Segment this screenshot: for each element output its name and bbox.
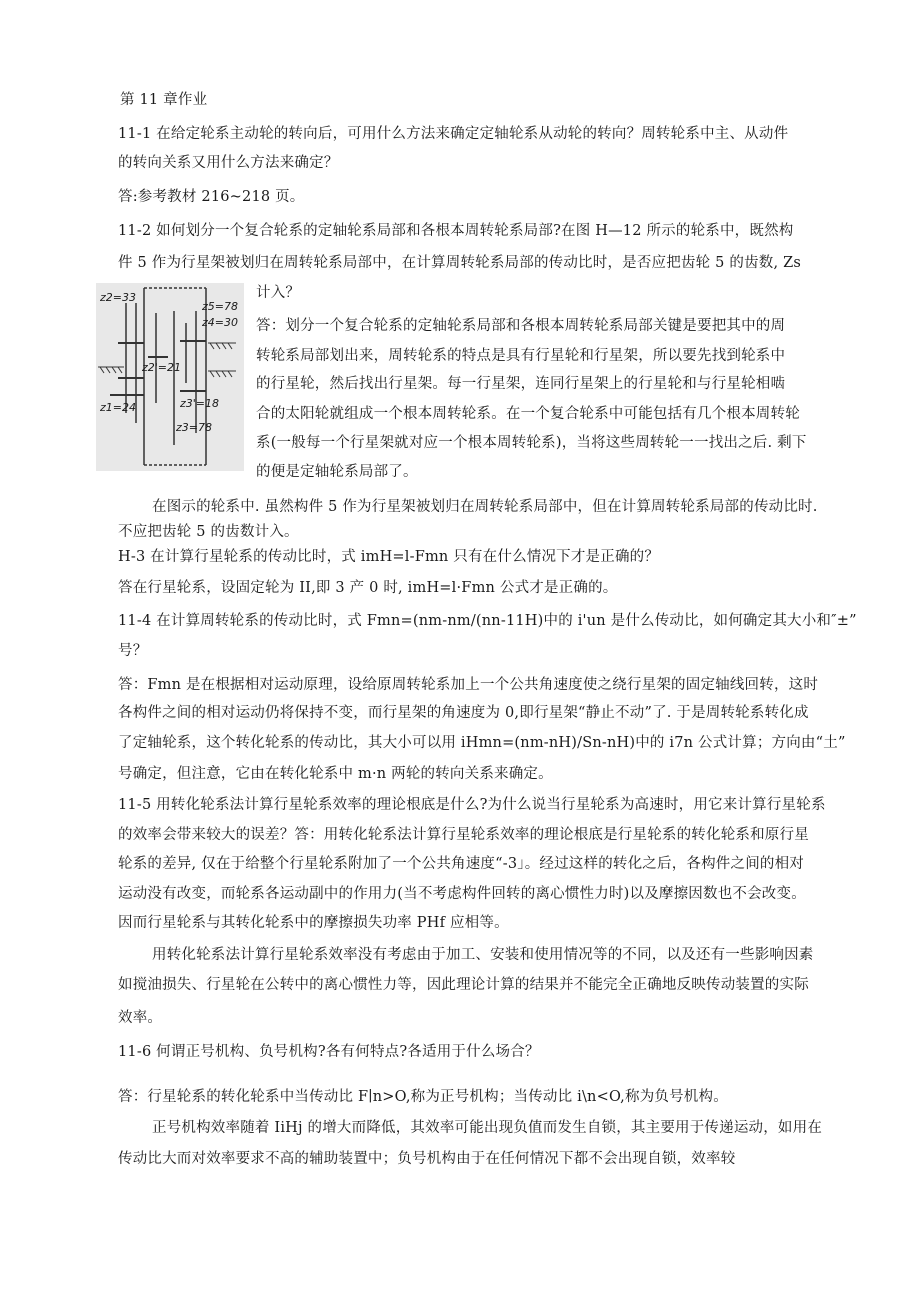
- question-11-1-line2: 的转向关系又用什么方法来确定？: [118, 155, 339, 171]
- answer-11-5-line3: 因而行星轮系与其转化轮系中的摩擦损失功率 PHf 应相等。: [118, 915, 509, 931]
- label-z2: z2=33: [100, 291, 136, 304]
- answer-11-3: 答在行星轮系，设固定轮为 II,即 3 产 0 时, imH=l·Fmn 公式才是正确的。: [118, 580, 618, 596]
- answer-11-4-line4: 号确定，但注意，它由在转化轮系中 m·n 两轮的转向关系来确定。: [118, 766, 553, 782]
- chapter-title: 第 11 章作业: [120, 92, 208, 108]
- answer-11-5-line4: 用转化轮系法计算行星轮系效率没有考虑由于加工、安装和使用情况等的不同，以及还有一些影响因素: [152, 947, 814, 963]
- question-11-3: H-3 在计算行星轮系的传动比时，式 imH=l-Fmn 只有在什么情况下才是正确的？: [118, 549, 660, 565]
- answer-11-2-line1: 答：划分一个复合轮系的定轴轮系局部和各根本周转轮系局部关键是要把其中的周: [256, 318, 786, 334]
- question-11-6: 11-6 何谓正号机构、负号机构?各有何特点?各适用于什么场合？: [118, 1044, 540, 1060]
- answer-11-2-line4: 合的太阳轮就组成一个根本周转轮系。在一个复合轮系中可能包括有几个根本周转轮: [256, 406, 800, 422]
- answer-11-5-line5: 如搅油损失、行星轮在公转中的离心惯性力等，因此理论计算的结果并不能完全正确地反映传动装置的实际: [118, 977, 809, 993]
- label-z1: z1=24: [100, 401, 136, 414]
- answer-11-4-line3: 了定轴轮系，这个转化轮系的传动比，其大小可以用 iHmn=(nm-nH)/Sn-nH)中的 i7n 公式计算；方向由“土”: [118, 735, 846, 751]
- answer-11-2-line3: 的行星轮，然后找出行星架。每一行星架，连同行星架上的行星轮和与行星轮相啮: [256, 376, 786, 392]
- label-z3: z3=78: [176, 421, 212, 434]
- question-11-4-line1: 11-4 在计算周转轮系的传动比时，式 Fmn=(nm-nm/(nn-11H)中的 i'un 是什么传动比，如何确定其大小和″±”: [118, 613, 857, 629]
- answer-11-5-line6: 效率。: [118, 1010, 163, 1026]
- answer-11-5-line2: 运动没有改变，而轮系各运动副中的作用力(当不考虑构件回转的离心惯性力时)以及摩擦因数也不会改变。: [118, 886, 806, 902]
- gear-train-figure: [96, 283, 244, 471]
- question-11-4-line2: 号？: [118, 643, 148, 659]
- answer-11-2-line5: 系(一般每一个行星架就对应一个根本周转轮系)，当将这些周转轮一一找出之后. 剩下: [256, 435, 807, 451]
- answer-11-4-line2: 各构件之间的相对运动仍将保持不变，而行星架的角速度为 0,即行星架“静止不动”了. 于是周转轮系转化成: [118, 705, 809, 721]
- question-11-5-line1: 11-5 用转化轮系法计算行星轮系效率的理论根底是什么?为什么说当行星轮系为高速时，用它来计算行星轮系: [118, 797, 826, 813]
- label-z5: z5=78: [202, 300, 238, 313]
- paragraph-11-2-note-line2: 不应把齿轮 5 的齿数计入。: [118, 524, 299, 540]
- answer-11-2-line6: 的便是定轴轮系局部了。: [256, 464, 418, 480]
- question-11-1-line1: 11-1 在给定轮系主动轮的转向后，可用什么方法来确定定轴轮系从动轮的转向？周转轮系中主、从动件: [118, 126, 789, 142]
- answer-11-4-line1: 答：Fmn 是在根据相对运动原理，设给原周转轮系加上一个公共角速度使之绕行星架的固定轴线回转，这时: [118, 677, 819, 693]
- label-z3-prime: z3'=18: [180, 397, 220, 410]
- answer-11-2-line2: 转轮系局部划出来，周转轮系的特点是具有行星轮和行星架，所以要先找到轮系中: [256, 348, 786, 364]
- paragraph-11-2-note-line1: 在图示的轮系中. 虽然构件 5 作为行星架被划归在周转轮系局部中，但在计算周转轮系局部的传动比时.: [152, 499, 818, 515]
- question-11-2-line1: 11-2 如何划分一个复合轮系的定轴轮系局部和各根本周转轮系局部?在图 H—12 所示的轮系中，既然构: [118, 223, 794, 239]
- question-11-5-line2: 的效率会带来较大的误差？答：用转化轮系法计算行星轮系效率的理论根底是行星轮系的转化轮系和原行星: [118, 827, 809, 843]
- answer-11-6-line3: 传动比大而对效率要求不高的辅助装置中；负号机构由于在任何情况下都不会出现自锁，效率较: [118, 1151, 736, 1167]
- gear-train-diagram: [96, 283, 244, 471]
- answer-11-1: 答:参考教材 216~218 页。: [118, 189, 305, 205]
- question-11-2-line2: 件 5 作为行星架被划归在周转轮系局部中，在计算周转轮系局部的传动比时，是否应把齿轮 5 的齿数, Zs: [118, 255, 802, 271]
- label-z4: z4=30: [202, 316, 238, 329]
- answer-11-6-line1: 答：行星轮系的转化轮系中当传动比 F∣n>O,称为正号机构；当传动比 i\n<O,称为负号机构。: [118, 1089, 728, 1105]
- label-z2-prime: z2'=21: [142, 361, 182, 374]
- answer-11-6-line2: 正号机构效率随着 IiHj 的增大而降低，其效率可能出现负值而发生自锁，其主要用于传递运动，如用在: [152, 1120, 823, 1136]
- question-11-2-line3: 计入？: [256, 285, 301, 301]
- answer-11-5-line1: 轮系的差异, 仅在于给整个行星轮系附加了一个公共角速度“-3」。经过这样的转化之后，各构件之间的相对: [118, 856, 805, 872]
